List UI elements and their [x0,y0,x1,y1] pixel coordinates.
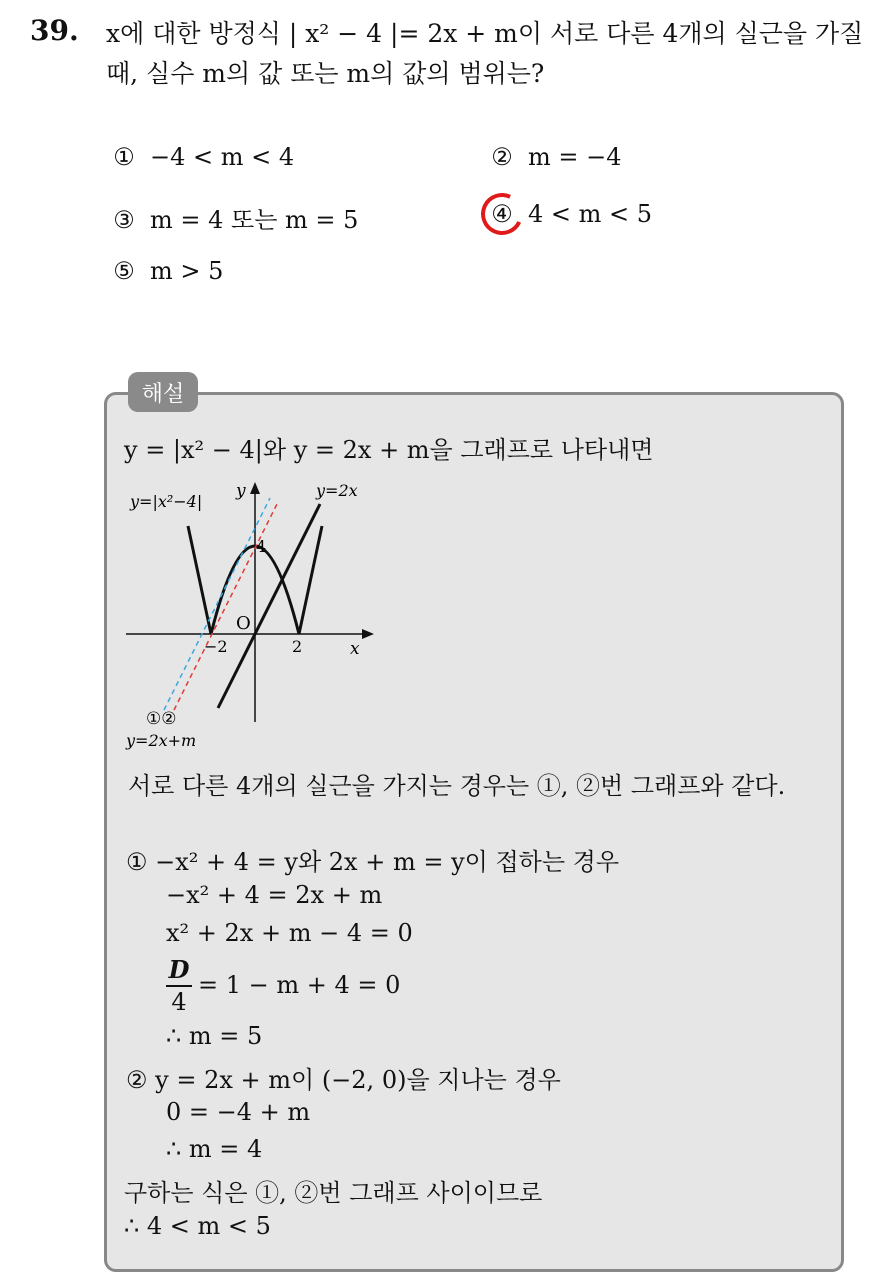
y-axis-arrow [250,482,260,494]
choice-1[interactable] [112,143,294,171]
case2-title: ② y = 2x + m이 (−2, 0)을 지나는 경우 [126,1066,561,1094]
case1-title: ① −x² + 4 = y와 2x + m = y이 접하는 경우 [126,848,620,876]
choice-5-text: m > 5 [150,257,224,285]
case2-line2: ∴ m = 4 [166,1135,263,1163]
choice-3[interactable] [112,200,358,235]
question-number: 39. [30,14,79,47]
solution-intro: y = |x² − 4|와 y = 2x + m을 그래프로 나타내면 [124,436,654,464]
label-line: y=2x [316,481,358,500]
choice-5-mark: ⑤ [113,257,135,285]
conclusion-line2: ∴ 4 < m < 5 [124,1212,271,1240]
label-abs: y=|x²−4| [130,492,203,511]
choice-5[interactable] [112,257,223,285]
dash-line-1 [164,498,270,710]
conclusion-line1: 구하는 식은 ①, ②번 그래프 사이이므로 [124,1179,543,1207]
solution-graph [112,474,382,756]
label-marks: ①② [146,709,177,729]
choice-1-mark: ① [113,143,135,171]
case1-line4: ∴ m = 5 [166,1022,263,1050]
answer-circle-mark [475,187,529,241]
question-line-1: x에 대한 방정식 | x² − 4 |= 2x + m이 서로 다른 4개의 실근을 가질 [106,19,864,48]
choice-2-mark: ② [491,143,513,171]
choice-1-text: −4 < m < 4 [150,143,295,171]
question-line-2: 때, 실수 m의 값 또는 m의 값의 범위는? [106,59,545,88]
case1-line3: = 1 − m + 4 = 0 [198,971,401,999]
case1-fraction [164,955,194,1016]
choice-4-text: 4 < m < 5 [528,200,653,228]
choice-3-mark: ③ [113,206,135,234]
tick-neg2: −2 [204,637,228,656]
label-origin: O [236,613,251,634]
case2-line1: 0 = −4 + m [166,1098,311,1126]
label-y: y [236,481,246,501]
choice-2[interactable] [490,143,622,171]
choice-2-text: m = −4 [528,143,622,171]
case1-line2: x² + 2x + m − 4 = 0 [166,919,413,947]
frac-bar [166,985,192,987]
solution-tag: 해설 [128,372,198,412]
label-x: x [350,639,360,659]
frac-numerator: D [168,955,190,984]
x-axis-arrow [362,629,374,639]
tick-4: 4 [256,537,267,556]
case1-line1: −x² + 4 = 2x + m [166,881,383,909]
choice-3-text: m = 4 또는 m = 5 [150,206,359,234]
tick-2: 2 [292,637,303,656]
frac-denominator: 4 [171,988,187,1016]
choice-4-mark: ④ [491,200,513,228]
solution-summary: 서로 다른 4개의 실근을 가지는 경우는 ①, ②번 그래프와 같다. [128,772,786,800]
label-bottom: y=2x+m [126,731,197,750]
